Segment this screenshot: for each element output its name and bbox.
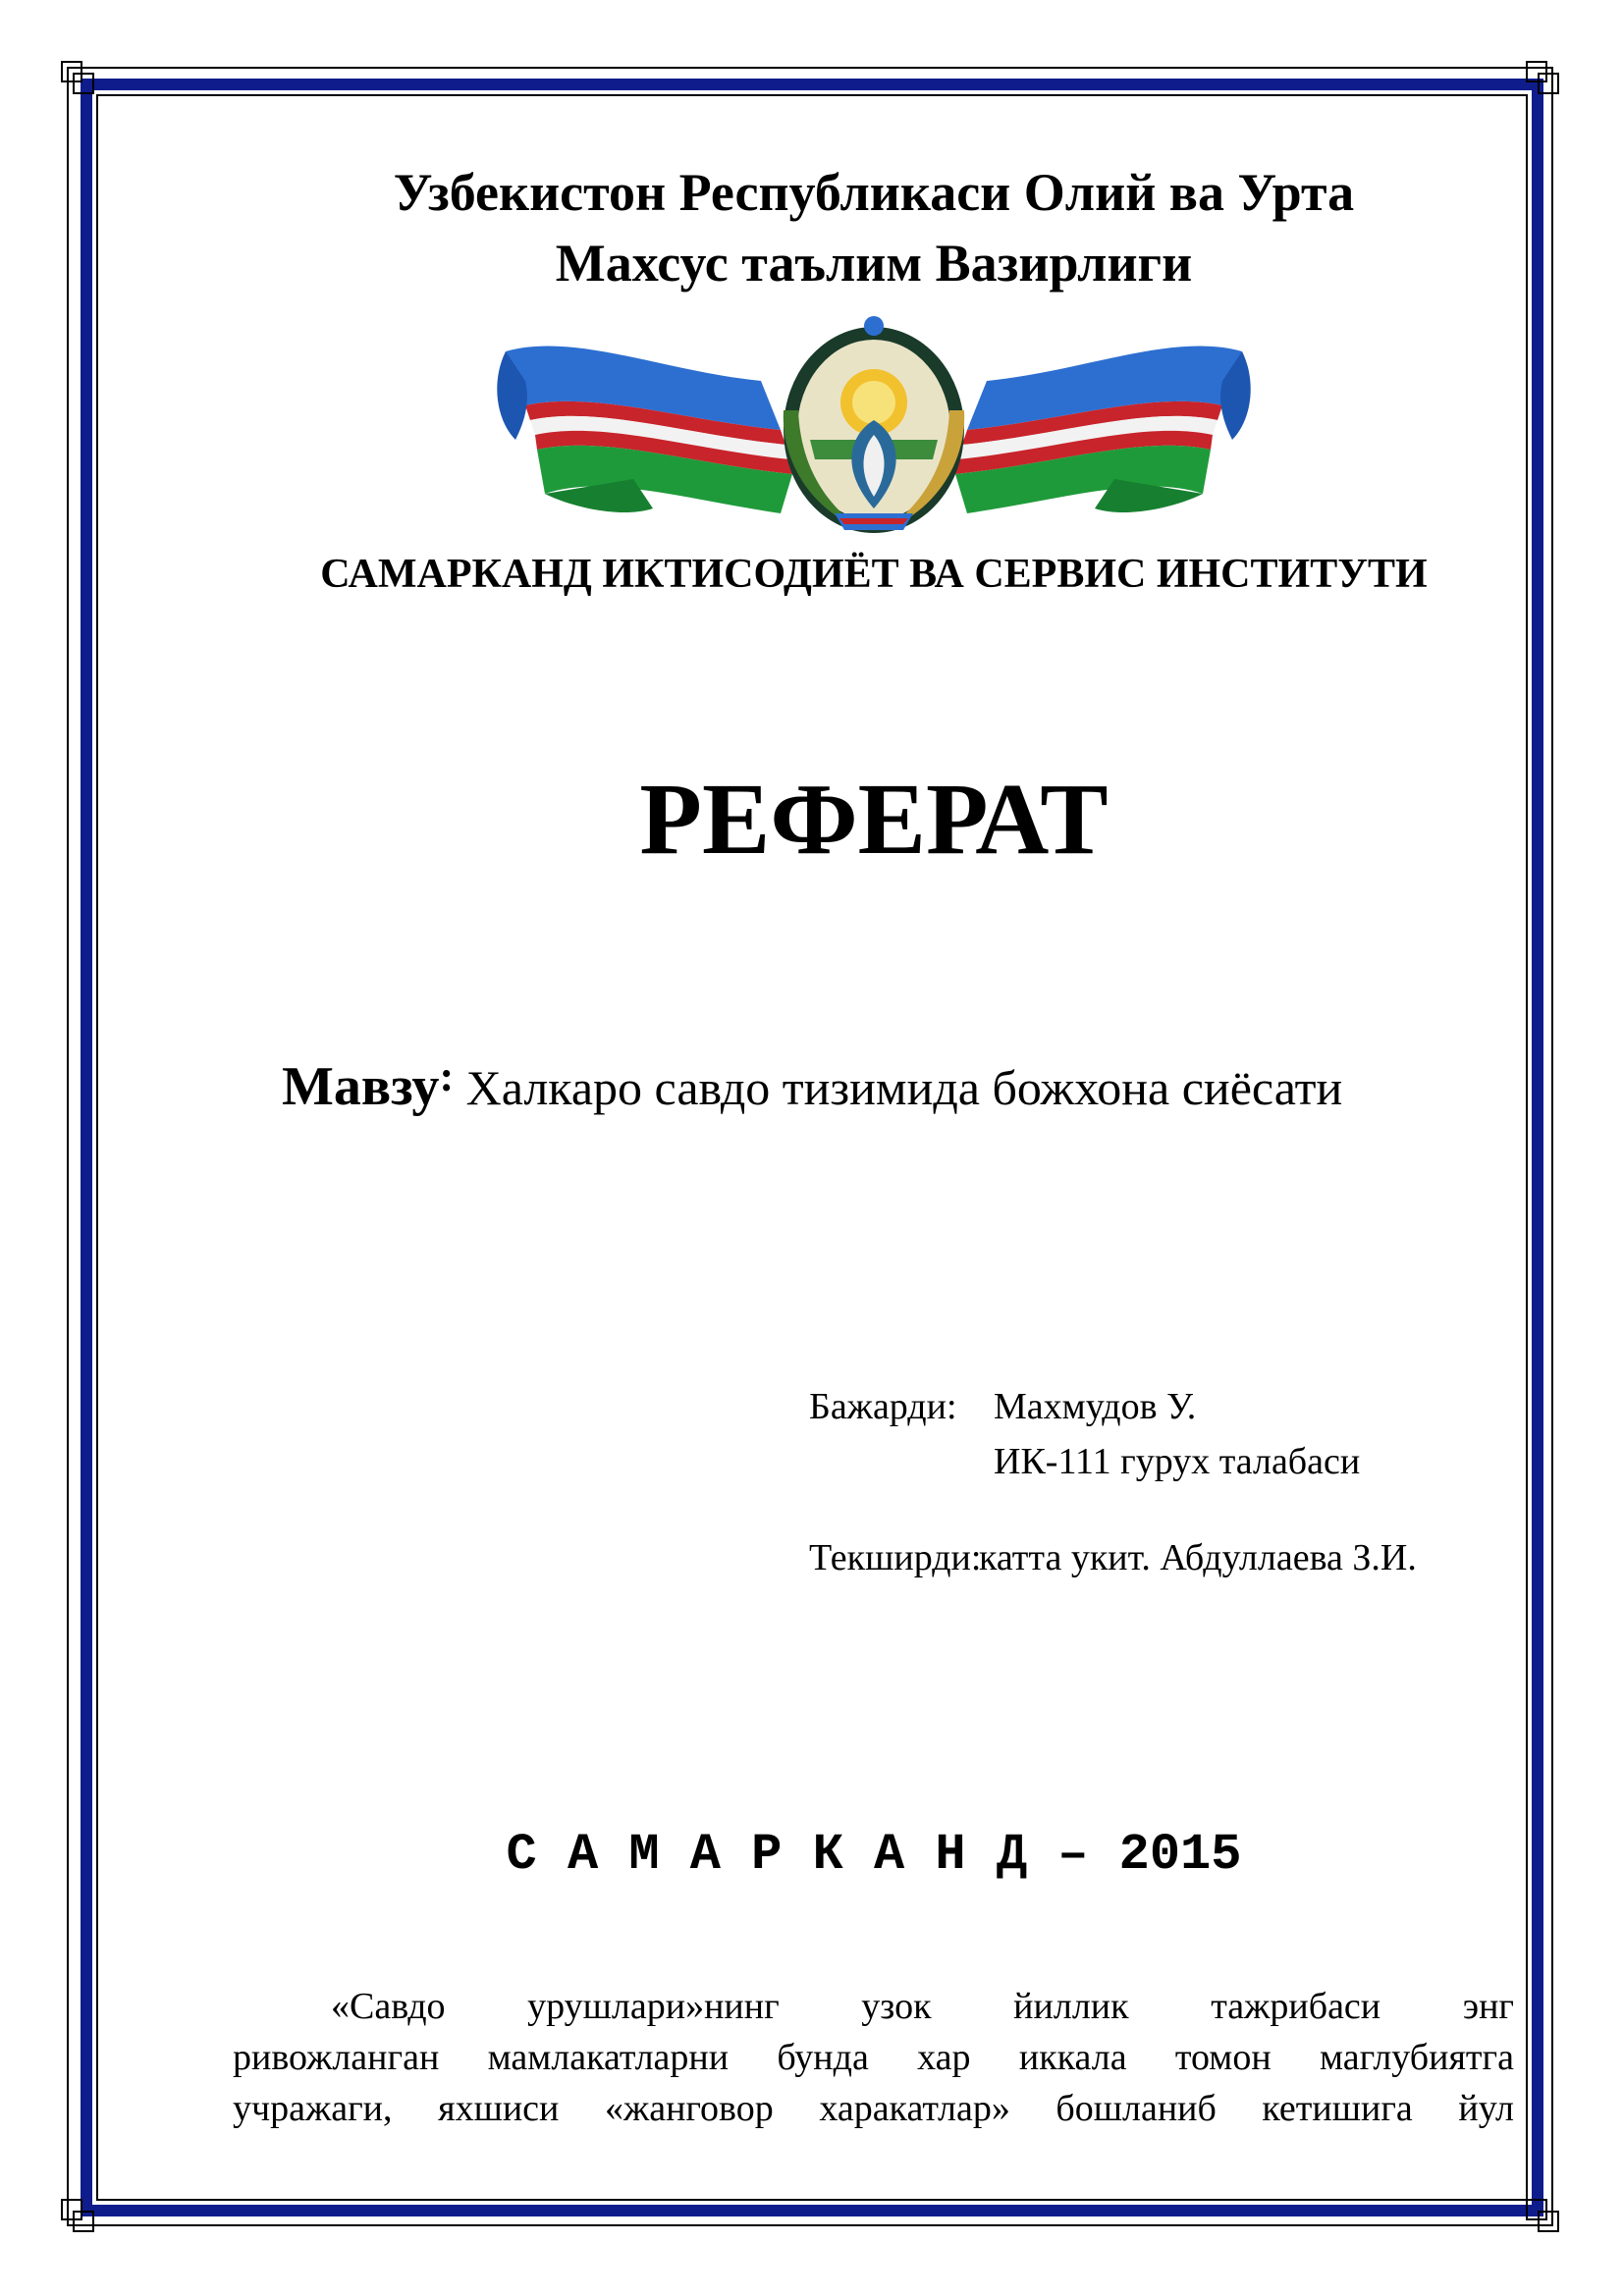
topic-line: [282, 1042, 1558, 1122]
author-checked-row: [809, 1530, 1555, 1585]
body-paragraph: [233, 1981, 1514, 2134]
done-label: Бажарди:: [809, 1386, 957, 1427]
frame-corner-ornament: [61, 2199, 96, 2234]
author-done-row: [809, 1379, 1555, 1434]
ministry-heading: [236, 157, 1512, 298]
institute-name: САМАРКАНД ИКТИСОДИЁТ ВА СЕРВИС ИНСТИТУТИ: [320, 552, 1428, 597]
right-ribbon: [955, 346, 1251, 513]
frame-corner-ornament: [61, 61, 96, 96]
body-line: ривожланган мамлакатларни бунда хар иккала томон маглубиятга: [233, 2037, 1514, 2078]
document-title: РЕФЕРАТ: [639, 763, 1109, 876]
frame-corner-ornament: [1526, 61, 1561, 96]
body-line: «Савдо урушлари»нинг узок йиллик тажрибаси энг: [331, 1986, 1514, 2027]
author-group-row: [809, 1434, 1555, 1489]
left-ribbon: [497, 346, 792, 513]
done-group: ИК-111 гурух талабаси: [994, 1441, 1361, 1482]
ministry-line-2: Махсус таълим Вазирлиги: [555, 234, 1193, 293]
checked-label: Текширди:: [809, 1537, 982, 1578]
topic-label: Мавзу: [282, 1056, 440, 1117]
done-name: Махмудов У.: [994, 1386, 1197, 1427]
topic-text: Халкаро савдо тизимида божхона сиёсати: [465, 1060, 1343, 1115]
topic-separator: :: [439, 1052, 455, 1100]
checked-name: катта укит. Абдуллаева З.И.: [979, 1537, 1417, 1578]
city-year: С А М А Р К А Н Д – 2015: [506, 1826, 1242, 1884]
ministry-line-1: Узбекистон Республикаси Олий ва Урта: [393, 163, 1355, 222]
body-line: учражаги, яхшиси «жанговор харакатлар» бошланиб кетишига йул: [233, 2088, 1514, 2129]
state-emblem-icon: [486, 312, 1262, 538]
frame-corner-ornament: [1526, 2199, 1561, 2234]
author-block: [809, 1379, 1555, 1585]
emblem-center: [784, 316, 964, 533]
